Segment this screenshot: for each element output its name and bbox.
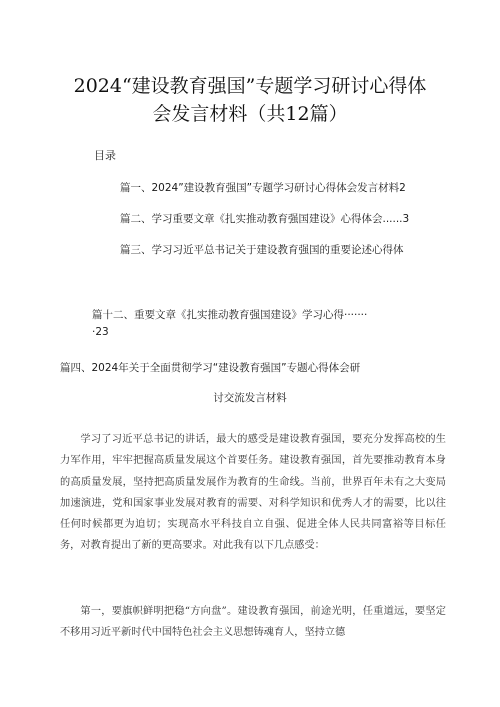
toc-entry-page-number: ·23 xyxy=(92,326,109,338)
body-paragraph-2: 第一，要旗帜鲜明把稳“方向盘”。建设教育强国，前途光明，任重道远，要坚定不移用习近平新时代中国特色社会主义思想铸魂育人，坚持立德 xyxy=(60,606,446,639)
toc-heading: 目录 xyxy=(94,149,116,162)
toc-entry: 篇十二、重要文章《扎实推动教育强国建设》学习心得······· xyxy=(92,309,368,321)
toc-entry: 篇一、2024”建设教育强国”专题学习研讨心得体会发言材料2 xyxy=(120,182,406,194)
section-heading-line-2: 讨交流发言材料 xyxy=(213,392,287,404)
toc-entry: 篇三、学习习近平总书记关于建设教育强国的重要论述心得体 xyxy=(120,244,404,256)
section-heading-line-1: 篇四、2024年关于全面贯彻学习“建设教育强国”专题心得体会研 xyxy=(60,362,361,374)
body-paragraph-1: 学习了习近平总书记的讲话，最大的感受是建设教育强国，要充分发挥高校的生力军作用，牢牢把握高质量发展这个首要任务。建设教育强国，首先要推动教育本身的高质量发展，坚持把高质量发展作为教育的生命线。当前，世界百年未有之大变局加速演进，党和国家事业发展对教育的需要、对科学知识和优秀人才的需要，比以往任何时候都更为迫切；实现高水平科技自立自强、促进全体人民共同富裕等目标任务，对教育提出了新的更高要求。对此我有以下几点感受： xyxy=(60,434,446,552)
document-title-line-2: 会发言材料（共12篇） xyxy=(152,103,348,125)
document-title-line-1: 2024“建设教育强国”专题学习研讨心得体 xyxy=(73,75,427,97)
toc-entry: 篇二、学习重要文章《扎实推动教育强国建设》心得体会......3 xyxy=(120,213,410,225)
